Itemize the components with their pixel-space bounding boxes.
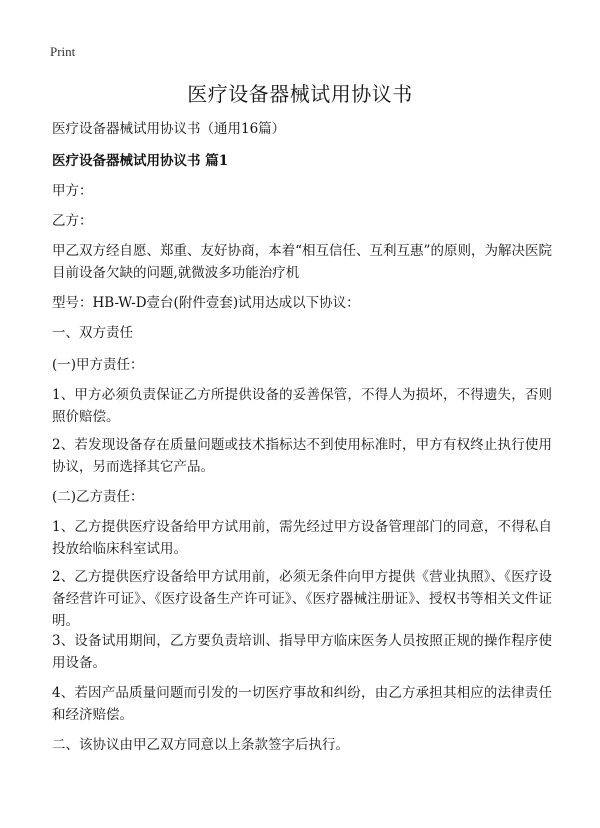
party-b-line: 乙方： xyxy=(52,213,93,229)
party-b-duty-4: 4、若因产品质量问题而引发的一切医疗事故和纠纷，由乙方承担其相应的法律责任和经济赔偿。 xyxy=(52,685,552,723)
party-a-duty-1: 1、甲方必须负责保证乙方所提供设备的妥善保管，不得人为损坏，不得遗失，否则照价赔偿。 xyxy=(52,387,552,425)
party-a-duty-2: 2、若发现设备存在质量问题或技术指标达不到使用标准时，甲方有权终止执行使用协议，另而选择其它产品。 xyxy=(52,437,552,475)
party-b-duty-1: 1、乙方提供医疗设备给甲方试用前，需先经过甲方设备管理部门的同意，不得私自投放给临床科室试用。 xyxy=(52,519,552,557)
document-title: 医疗设备器械试用协议书 xyxy=(187,82,413,106)
intro-paragraph: 甲乙双方经自愿、郑重、友好协商，本着“相互信任、互利互惠”的原则，为解决医院目前设备欠缺的问题,就微波多功能治疗机 xyxy=(52,243,552,281)
party-a-line: 甲方： xyxy=(52,183,93,199)
clause-one-heading: 一、双方责任 xyxy=(52,325,133,341)
model-line: 型号：HB-W-D壹台(附件壹套)试用达成以下协议： xyxy=(52,295,360,311)
clause-two: 二、该协议由甲乙双方同意以上条款签字后执行。 xyxy=(52,737,349,753)
section-heading: 医疗设备器械试用协议书 篇1 xyxy=(52,153,229,169)
party-b-duties-heading: (二)乙方责任： xyxy=(52,489,144,505)
party-a-duties-heading: (一)甲方责任： xyxy=(52,357,144,373)
document-subtitle: 医疗设备器械试用协议书（通用16篇） xyxy=(52,121,286,137)
party-b-duty-3: 3、设备试用期间，乙方要负责培训、指导甲方临床医务人员按照正规的操作程序使用设备。 xyxy=(52,633,552,671)
party-b-duty-2: 2、乙方提供医疗设备给甲方试用前，必须无条件向甲方提供《营业执照》、《医疗设备经营许可证》、《医疗设备生产许可证》、《医疗器械注册证》、授权书等相关文件证明。 xyxy=(52,569,552,629)
print-label: Print xyxy=(50,44,76,59)
